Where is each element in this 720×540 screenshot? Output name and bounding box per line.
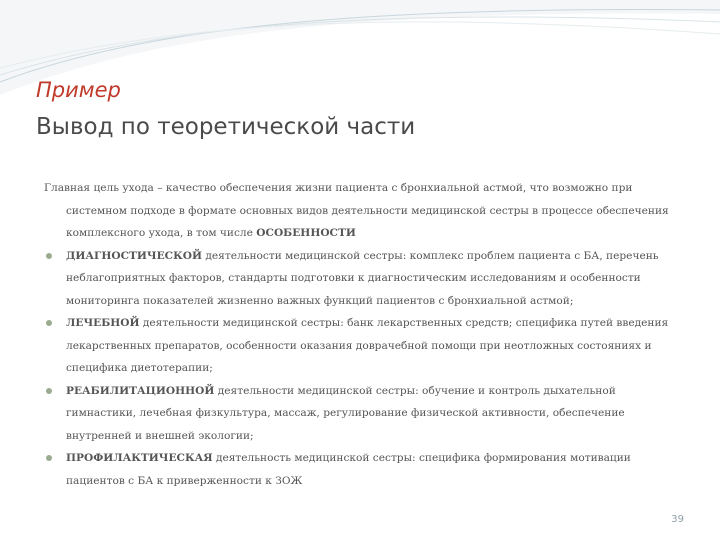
item-text: деятельности медицинской сестры: комплекс проблем пациента с БА, перечень неблагоприятных факторов, стандарты подготовки к диагностическим исследованиям и особенности мониторинга показателей жизненно важных функций пациентов с бронхиальной астмой; <box>66 249 659 307</box>
item-heading: ДИАГНОСТИЧЕСКОЙ <box>66 249 202 262</box>
intro-emphasis: ОСОБЕННОСТИ <box>256 227 356 239</box>
activity-list <box>44 245 684 493</box>
list-item-treatment <box>44 312 684 380</box>
slide-subtitle: Пример <box>36 78 121 102</box>
item-heading: ПРОФИЛАКТИЧЕСКАЯ <box>66 452 213 464</box>
item-heading: РЕАБИЛИТАЦИОННОЙ <box>66 384 215 397</box>
list-item-prevention <box>44 447 684 492</box>
item-text: деятельности медицинской сестры: обучение и контроль дыхательной гимнастики, лечебная физкультура, массаж, регулирование физической активности, обеспечение внутренней и внешней экологии; <box>66 384 625 442</box>
bullet-icon <box>46 388 52 394</box>
bullet-icon <box>46 320 52 326</box>
bullet-icon <box>46 455 52 461</box>
item-text: деятельности медицинской сестры: банк лекарственных средств; специфика путей введения лекарственных препаратов, особенности оказания доврачебной помощи при неотложных состояниях и специфика диетотерапии; <box>66 317 669 374</box>
slide-content <box>44 177 684 492</box>
item-heading: ЛЕЧЕБНОЙ <box>66 317 140 329</box>
slide-title: Вывод по теоретической части <box>36 114 416 140</box>
intro-paragraph <box>44 177 684 245</box>
list-item-rehabilitation <box>44 380 684 448</box>
list-item-diagnostic <box>44 245 684 313</box>
intro-text: Главная цель ухода – качество обеспечения жизни пациента с бронхиальной астмой, что возможно при системном подходе в формате основных видов деятельности медицинской сестры в процессе обеспечения комплексного ухода, в том числе <box>44 182 669 239</box>
bullet-icon <box>46 253 52 259</box>
page-number: 39 <box>671 514 684 525</box>
item-text: деятельность медицинской сестры: специфика формирования мотивации пациентов с БА к приверженности к ЗОЖ <box>66 452 631 487</box>
